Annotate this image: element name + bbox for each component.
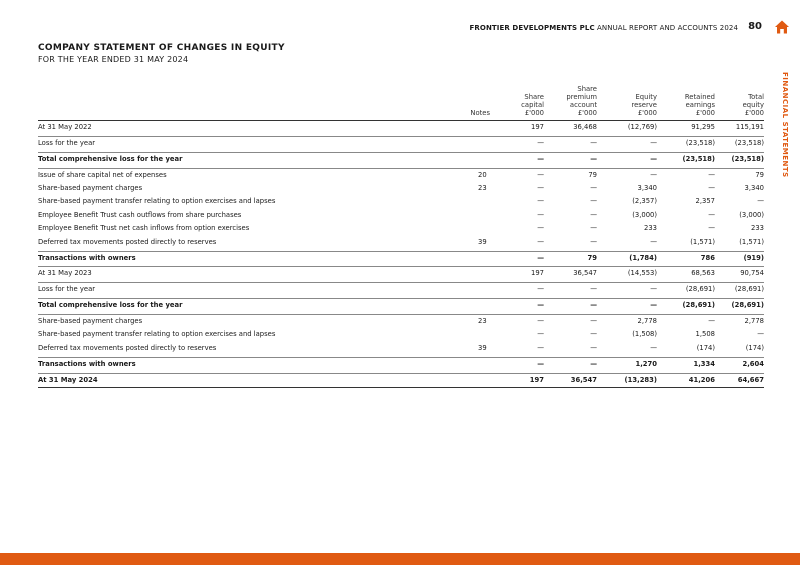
- row-label: Issue of share capital net of expenses: [38, 170, 167, 179]
- page-subtitle: FOR THE YEAR ENDED 31 MAY 2024: [38, 55, 189, 64]
- row-value: 2,357: [695, 197, 715, 206]
- home-icon[interactable]: [774, 19, 790, 35]
- row-label: Share-based payment transfer relating to option exercises and lapses: [38, 197, 276, 206]
- row-value: 1,334: [693, 359, 715, 368]
- row-value: —: [537, 343, 544, 352]
- row-value: —: [537, 210, 544, 219]
- row-value: 41,206: [688, 375, 715, 384]
- row-note: 39: [478, 237, 487, 246]
- row-value: —: [650, 237, 657, 246]
- row-value: —: [590, 301, 597, 310]
- row-value: —: [537, 184, 544, 193]
- table-body: [38, 120, 764, 388]
- row-value: 90,754: [740, 269, 764, 278]
- row-value: (2,357): [632, 197, 657, 206]
- row-value: 115,191: [735, 123, 764, 131]
- row-value: —: [590, 237, 597, 246]
- row-value: —: [537, 301, 544, 310]
- table-row: [38, 328, 764, 341]
- row-label: Employee Benefit Trust cash outflows from share purchases: [38, 210, 242, 219]
- section-tab[interactable]: FINANCIAL STATEMENTS: [781, 72, 789, 178]
- row-value: 197: [531, 123, 544, 131]
- row-value: —: [650, 285, 657, 294]
- row-note: 23: [478, 184, 487, 193]
- row-value: 233: [644, 224, 657, 233]
- row-value: —: [537, 154, 544, 163]
- row-label: Loss for the year: [38, 285, 96, 294]
- row-value: 2,604: [742, 359, 764, 368]
- row-value: 36,547: [573, 269, 597, 278]
- row-value: (13,283): [624, 375, 657, 384]
- row-label: Total comprehensive loss for the year: [38, 301, 183, 310]
- row-value: —: [537, 253, 544, 262]
- equity-table: [38, 86, 764, 388]
- row-value: 36,468: [573, 123, 597, 131]
- row-note: 23: [478, 317, 487, 326]
- row-value: (174): [745, 343, 764, 352]
- row-value: 2,778: [637, 317, 657, 326]
- column-header-2: Share premium account £'000: [566, 85, 597, 117]
- table-row: [38, 342, 764, 355]
- row-value: —: [590, 184, 597, 193]
- row-label: At 31 May 2022: [38, 123, 92, 131]
- row-value: —: [590, 138, 597, 147]
- row-value: —: [708, 317, 715, 326]
- row-value: (1,784): [629, 253, 657, 262]
- row-value: 79: [588, 170, 597, 179]
- footer-bar: [0, 553, 800, 565]
- row-value: —: [650, 343, 657, 352]
- table-row: [38, 373, 764, 388]
- header-text: [470, 24, 738, 32]
- table-row: [38, 222, 764, 235]
- column-header-3: Equity reserve £'000: [631, 93, 657, 117]
- row-value: —: [708, 184, 715, 193]
- row-value: 786: [700, 253, 715, 262]
- row-value: 1,508: [695, 330, 715, 339]
- column-header-0: Notes: [470, 109, 490, 117]
- row-value: 79: [587, 253, 597, 262]
- page-title: COMPANY STATEMENT OF CHANGES IN EQUITY: [38, 43, 285, 53]
- row-value: 68,563: [691, 269, 715, 278]
- row-value: (23,518): [731, 154, 764, 163]
- row-value: —: [590, 210, 597, 219]
- row-note: 20: [478, 170, 487, 179]
- row-value: (919): [743, 253, 764, 262]
- row-value: —: [590, 317, 597, 326]
- page-number: 80: [748, 21, 762, 32]
- row-value: —: [650, 138, 657, 147]
- row-value: 197: [529, 375, 544, 384]
- company-name: FRONTIER DEVELOPMENTS PLC: [469, 24, 595, 32]
- row-value: —: [537, 170, 544, 179]
- row-value: —: [708, 224, 715, 233]
- table-row: [38, 298, 764, 312]
- column-header-5: Total equity £'000: [742, 93, 764, 117]
- row-value: —: [590, 154, 597, 163]
- row-value: (28,691): [734, 285, 764, 294]
- row-value: —: [590, 197, 597, 206]
- row-label: Transactions with owners: [38, 359, 136, 368]
- row-value: (1,571): [690, 237, 715, 246]
- table-row: [38, 168, 764, 182]
- row-label: Total comprehensive loss for the year: [38, 154, 183, 163]
- column-headers: [38, 86, 764, 120]
- row-value: —: [650, 170, 657, 179]
- row-value: —: [708, 170, 715, 179]
- row-value: (23,518): [682, 154, 715, 163]
- column-header-1: Share capital £'000: [521, 93, 544, 117]
- table-row: [38, 209, 764, 222]
- row-value: 1,270: [635, 359, 657, 368]
- row-value: (14,553): [627, 269, 657, 278]
- row-value: —: [590, 343, 597, 352]
- row-value: (12,769): [627, 123, 657, 131]
- row-value: 2,778: [744, 317, 764, 326]
- table-row: [38, 282, 764, 296]
- row-value: —: [537, 237, 544, 246]
- table-row: [38, 120, 764, 134]
- row-label: Share-based payment charges: [38, 184, 143, 193]
- row-value: (1,508): [632, 330, 657, 339]
- table-row: [38, 314, 764, 328]
- row-value: (23,518): [734, 138, 764, 147]
- row-value: 3,340: [744, 184, 764, 193]
- row-value: —: [537, 197, 544, 206]
- report-name: ANNUAL REPORT AND ACCOUNTS 2024: [597, 24, 738, 32]
- table-row: [38, 182, 764, 195]
- row-label: At 31 May 2023: [38, 269, 92, 278]
- column-header-4: Retained earnings £'000: [684, 93, 715, 117]
- table-row: [38, 357, 764, 371]
- row-label: Share-based payment charges: [38, 317, 143, 326]
- row-value: —: [650, 154, 657, 163]
- row-value: —: [537, 330, 544, 339]
- table-row: [38, 266, 764, 280]
- row-value: (23,518): [685, 138, 715, 147]
- row-value: —: [757, 330, 764, 339]
- row-value: —: [708, 210, 715, 219]
- row-value: —: [590, 285, 597, 294]
- row-value: (1,571): [739, 237, 764, 246]
- table-row: [38, 195, 764, 208]
- row-value: 233: [751, 224, 764, 233]
- row-value: —: [590, 330, 597, 339]
- row-value: —: [537, 224, 544, 233]
- row-label: Employee Benefit Trust net cash inflows from option exercises: [38, 224, 250, 233]
- row-value: —: [537, 138, 544, 147]
- table-row: [38, 236, 764, 249]
- row-value: (3,000): [739, 210, 764, 219]
- row-value: (28,691): [682, 301, 715, 310]
- row-value: (28,691): [685, 285, 715, 294]
- row-value: 91,295: [691, 123, 715, 131]
- row-label: Loss for the year: [38, 138, 96, 147]
- row-label: Deferred tax movements posted directly to reserves: [38, 237, 217, 246]
- row-value: 197: [531, 269, 544, 278]
- row-value: —: [590, 224, 597, 233]
- row-value: 64,667: [737, 375, 764, 384]
- table-row: [38, 152, 764, 166]
- row-value: —: [537, 359, 544, 368]
- row-value: (174): [696, 343, 715, 352]
- row-label: At 31 May 2024: [38, 375, 98, 384]
- row-value: —: [590, 359, 597, 368]
- row-value: —: [757, 197, 764, 206]
- table-row: [38, 251, 764, 265]
- row-label: Share-based payment transfer relating to option exercises and lapses: [38, 330, 276, 339]
- row-value: —: [650, 301, 657, 310]
- row-label: Deferred tax movements posted directly to reserves: [38, 343, 217, 352]
- row-value: 79: [755, 170, 764, 179]
- row-value: (3,000): [632, 210, 657, 219]
- row-value: 3,340: [637, 184, 657, 193]
- row-note: 39: [478, 343, 487, 352]
- row-value: —: [537, 317, 544, 326]
- row-value: —: [537, 285, 544, 294]
- table-row: [38, 136, 764, 150]
- row-value: 36,547: [570, 375, 597, 384]
- row-label: Transactions with owners: [38, 253, 136, 262]
- row-value: (28,691): [731, 301, 764, 310]
